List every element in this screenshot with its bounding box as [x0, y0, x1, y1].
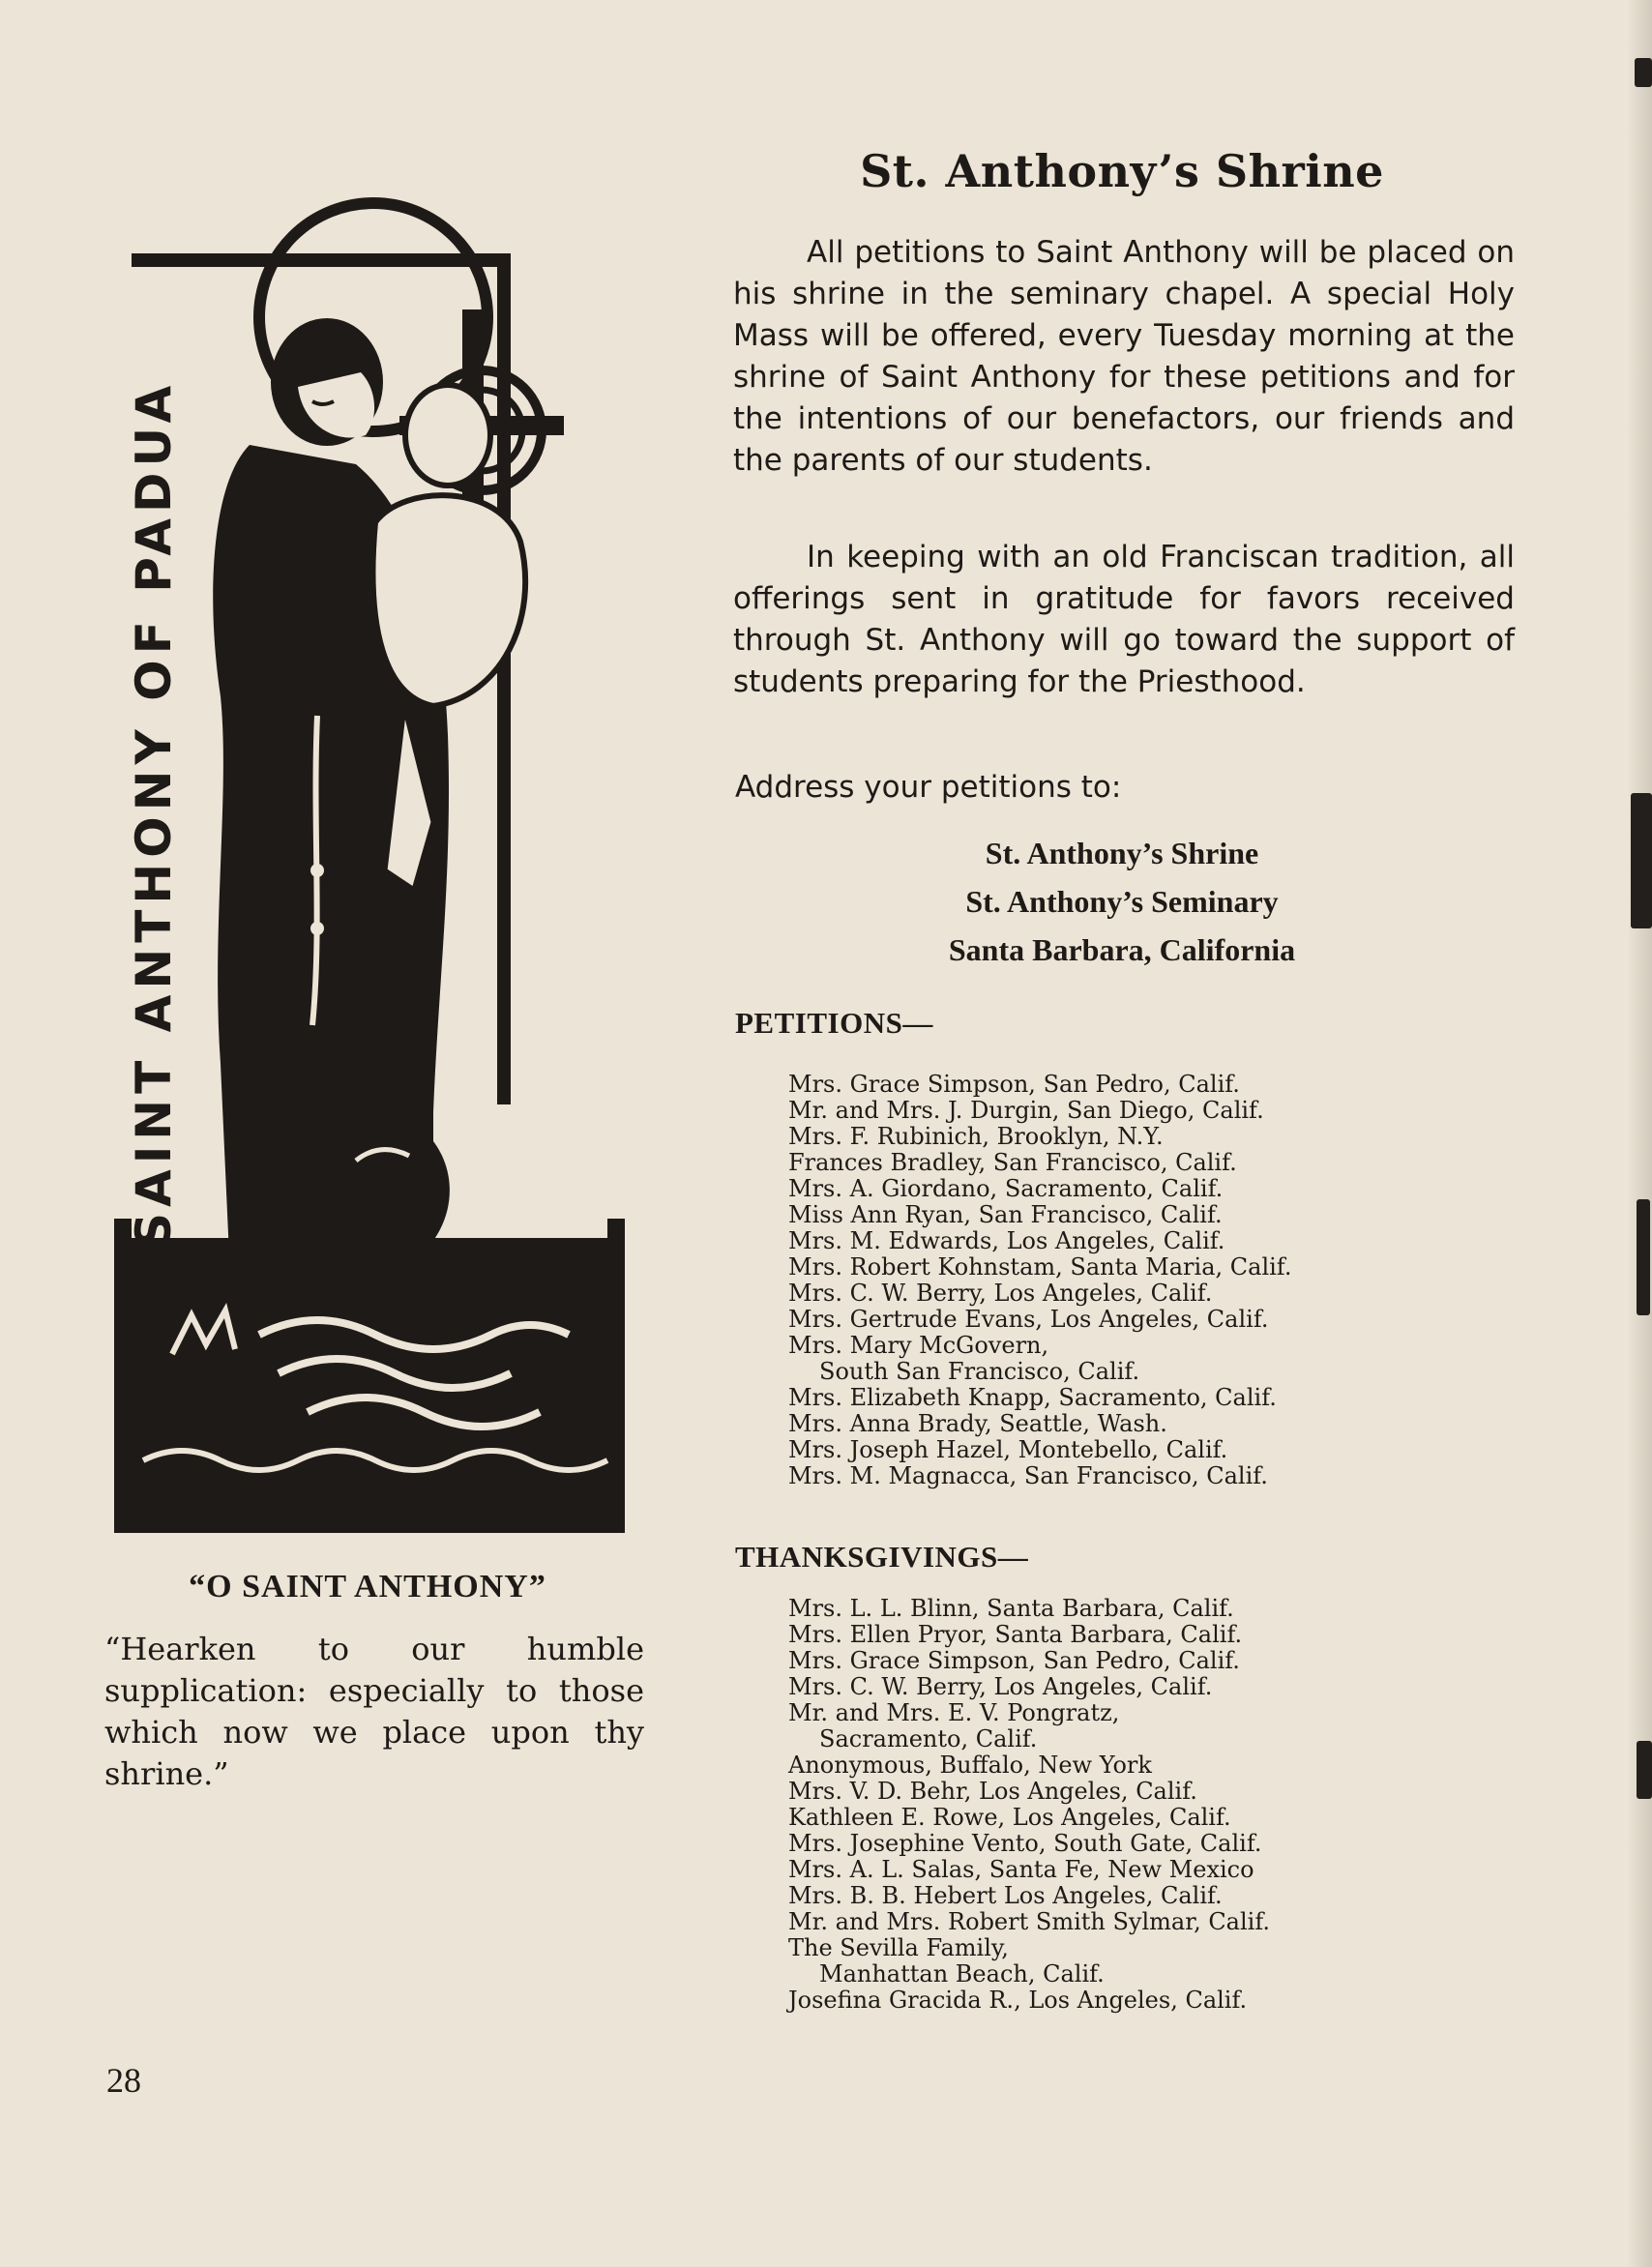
list-item: Josefina Gracida R., Los Angeles, Calif.: [788, 1987, 1248, 2014]
vertical-inscription: SAINT ANTHONY OF PADUA: [126, 379, 182, 1248]
list-item: Mrs. F. Rubinich, Brooklyn, N.Y.: [788, 1123, 1164, 1150]
list-item: Miss Ann Ryan, San Francisco, Calif.: [788, 1201, 1223, 1228]
list-item: Sacramento, Calif.: [819, 1725, 1038, 1752]
thanksgivings-heading: THANKSGIVINGS—: [735, 1540, 1029, 1574]
page-edge-damage: [1635, 58, 1652, 87]
list-item: Frances Bradley, San Francisco, Calif.: [788, 1149, 1237, 1176]
list-item: Mrs. Gertrude Evans, Los Angeles, Calif.: [788, 1306, 1269, 1333]
address-line: Santa Barbara, California: [948, 932, 1296, 967]
page-title: St. Anthony’s Shrine: [860, 145, 1384, 197]
list-item: Mrs. V. D. Behr, Los Angeles, Calif.: [788, 1778, 1197, 1805]
list-item: Mrs. Elizabeth Knapp, Sacramento, Calif.: [788, 1384, 1277, 1411]
list-item: Mrs. C. W. Berry, Los Angeles, Calif.: [788, 1280, 1213, 1307]
list-item: Anonymous, Buffalo, New York: [788, 1752, 1152, 1779]
prayer-text: “Hearken to our humble supplication: especially to those which now we place upon thy shrine.”: [104, 1631, 644, 1792]
list-item: Mrs. Grace Simpson, San Pedro, Calif.: [788, 1647, 1240, 1674]
petitions-heading: PETITIONS—: [735, 1006, 933, 1040]
list-item: Mrs. C. W. Berry, Los Angeles, Calif.: [788, 1673, 1213, 1700]
list-item: Mrs. M. Magnacca, San Francisco, Calif.: [788, 1462, 1268, 1489]
address-intro: Address your petitions to:: [735, 770, 1122, 805]
list-item: Mr. and Mrs. J. Durgin, San Diego, Calif.: [788, 1097, 1264, 1124]
list-item: Mrs. Robert Kohnstam, Santa Maria, Calif.: [788, 1253, 1292, 1281]
list-item: Mrs. Josephine Vento, South Gate, Calif.: [788, 1830, 1262, 1857]
list-item: South San Francisco, Calif.: [819, 1358, 1140, 1385]
list-item: Mrs. A. Giordano, Sacramento, Calif.: [788, 1175, 1224, 1202]
page-edge-shadow: [1627, 0, 1652, 2267]
petitions-list: [788, 1072, 1485, 1489]
intro-paragraph: All petitions to Saint Anthony will be placed on his shrine in the seminary chapel. A special Holy Mass will be offered, every Tuesday morning at the shrine of Saint Anthony for these petitions and for the intentions of our benefactors, our friends and the parents of our students.: [733, 235, 1515, 478]
list-item: Mr. and Mrs. Robert Smith Sylmar, Calif.: [788, 1908, 1270, 1935]
page-number: 28: [106, 2061, 141, 2100]
list-item: Mrs. B. B. Hebert Los Angeles, Calif.: [788, 1882, 1223, 1909]
illustration-caption-title: “O SAINT ANTHONY”: [189, 1569, 546, 1605]
address-line: St. Anthony’s Shrine: [985, 836, 1259, 870]
page-edge-damage: [1637, 1741, 1652, 1799]
list-item: Mrs. Ellen Pryor, Santa Barbara, Calif.: [788, 1621, 1243, 1648]
list-item: Kathleen E. Rowe, Los Angeles, Calif.: [788, 1804, 1231, 1831]
list-item: Mrs. Anna Brady, Seattle, Wash.: [788, 1410, 1167, 1437]
list-item: Mr. and Mrs. E. V. Pongratz,: [788, 1699, 1120, 1726]
offerings-paragraph: In keeping with an old Franciscan tradition, all offerings sent in gratitude for favors received through St. Anthony will go toward the support of students preparing for the Priesthood.: [733, 540, 1515, 699]
address-line: St. Anthony’s Seminary: [965, 884, 1279, 919]
saint-anthony-woodcut: [114, 193, 625, 1533]
list-item: The Sevilla Family,: [788, 1934, 1009, 1961]
list-item: Mrs. A. L. Salas, Santa Fe, New Mexico: [788, 1856, 1254, 1883]
list-item: Manhattan Beach, Calif.: [819, 1960, 1105, 1987]
page-edge-damage: [1637, 1199, 1650, 1315]
list-item: Mrs. L. L. Blinn, Santa Barbara, Calif.: [788, 1595, 1234, 1622]
thanksgivings-list: [788, 1596, 1485, 2014]
list-item: Mrs. Joseph Hazel, Montebello, Calif.: [788, 1436, 1228, 1463]
list-item: Mrs. Mary McGovern,: [788, 1332, 1049, 1359]
list-item: Mrs. Grace Simpson, San Pedro, Calif.: [788, 1071, 1240, 1098]
list-item: Mrs. M. Edwards, Los Angeles, Calif.: [788, 1227, 1225, 1254]
page-edge-damage: [1631, 793, 1652, 928]
